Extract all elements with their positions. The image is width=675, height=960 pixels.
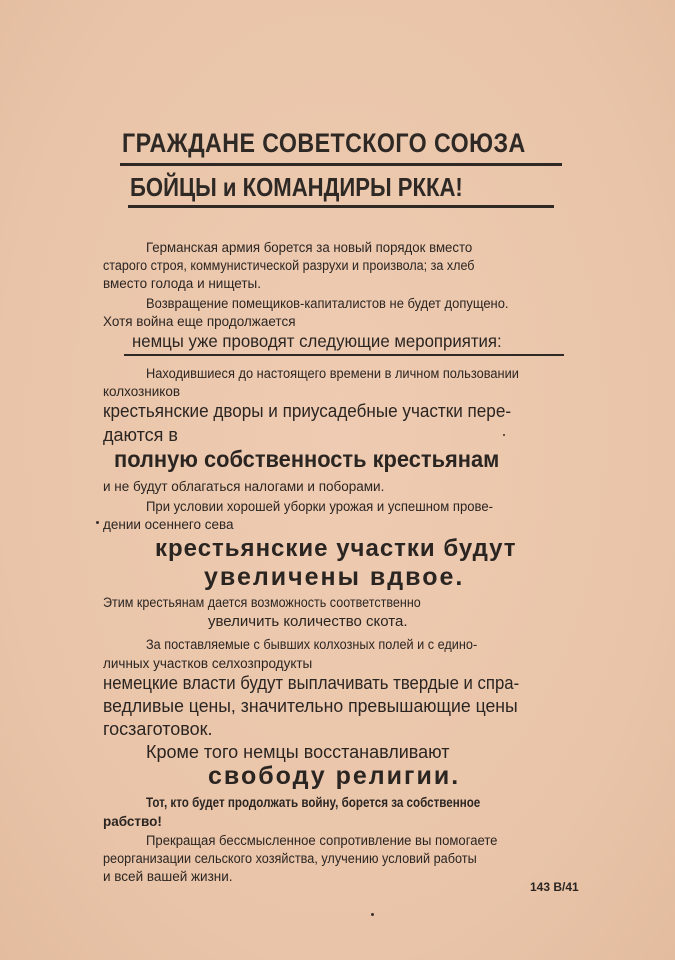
title-underline-2 [128, 205, 554, 208]
body-line: При условии хорошей уборки урожая и успешном прове- [146, 499, 493, 514]
subheading: немцы уже проводят следующие мероприятия: [132, 331, 502, 351]
body-line-large: госзаготовок. [103, 719, 213, 739]
subheading-underline [124, 354, 564, 356]
body-line: старого строя, коммунистической разрухи и произвола; за хлеб [103, 258, 475, 273]
body-line: Возвращение помещиков-капиталистов не будет допущено. [146, 296, 509, 311]
emphasis-line: полную собственность крестьянам [114, 446, 500, 472]
body-line: Этим крестьянам дается возможность соответственно [103, 595, 421, 610]
title-underline-1 [120, 163, 562, 166]
body-line: дении осеннего сева [103, 517, 234, 532]
ink-speck [503, 434, 505, 436]
print-code: 143 В/41 [530, 880, 579, 894]
body-line: колхозников [103, 384, 181, 399]
body-line: вместо голода и нищеты. [103, 276, 262, 291]
title-line-2: БОЙЦЫ и КОМАНДИРЫ РККА! [130, 172, 463, 202]
body-line-large: даются в [103, 425, 178, 445]
body-line: и всей вашей жизни. [103, 869, 233, 884]
ink-speck [371, 913, 374, 916]
body-line: Тот, кто будет продолжать войну, борется за собственное [146, 795, 481, 810]
title-line-1: ГРАЖДАНЕ СОВЕТСКОГО СОЮЗА [122, 128, 526, 158]
body-line: увеличить количество скота. [208, 613, 408, 630]
body-line: личных участков селхозпродукты [103, 656, 313, 671]
body-line: Хотя война еще продолжается [103, 314, 296, 329]
body-line-large: ведливые цены, значительно превышающие цены [103, 696, 518, 716]
ink-speck [96, 521, 99, 524]
body-line: За поставляемые с бывших колхозных полей и с едино- [146, 637, 478, 652]
body-line: реорганизации сельского хозяйства, улучению условий работы [103, 851, 477, 866]
body-line-large: крестьянские дворы и приусадебные участки пере- [103, 401, 512, 421]
body-line-large: Кроме того немцы восстанавливают [146, 742, 450, 762]
body-line: Германская армия борется за новый порядок вместо [146, 240, 473, 255]
emphasis-line: свободу религии. [208, 762, 461, 790]
emphasis-line: крестьянские участки будут [155, 535, 517, 562]
body-line: рабство! [103, 814, 162, 829]
body-line: Прекращая бессмысленное сопротивление вы помогаете [146, 833, 498, 848]
body-line: и не будут облагаться налогами и поборами. [103, 479, 385, 494]
body-line-large: немецкие власти будут выплачивать твердые и спра- [103, 673, 520, 693]
body-line: Находившиеся до настоящего времени в личном пользовании [146, 366, 519, 381]
emphasis-line: увеличены вдвое. [204, 563, 465, 591]
